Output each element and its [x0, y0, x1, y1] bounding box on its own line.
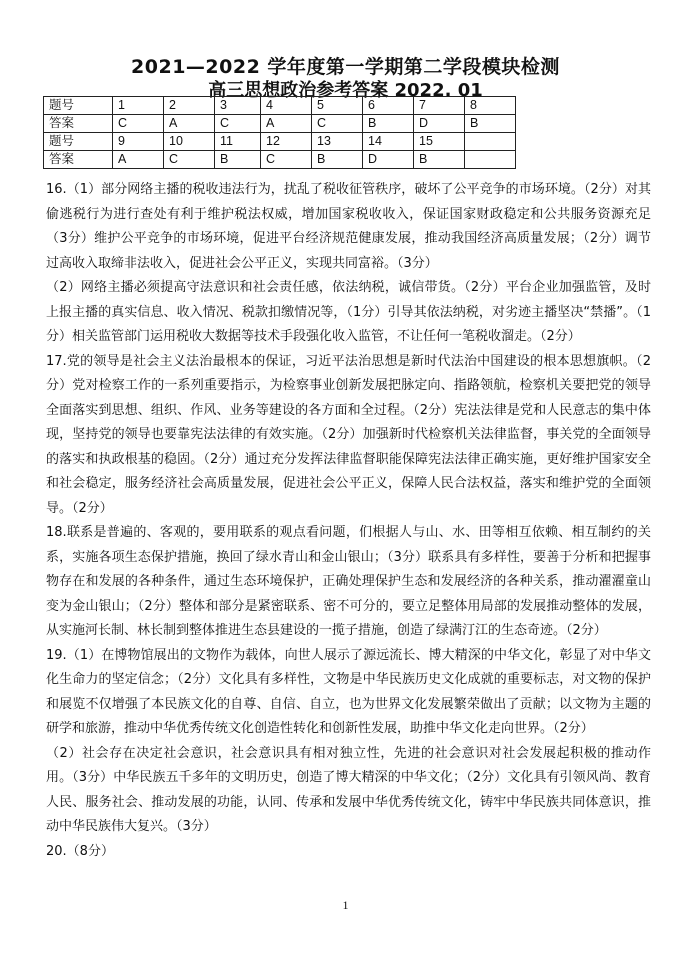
answer-table-cell: 5	[312, 97, 363, 115]
answer-table-cell: 11	[215, 133, 261, 151]
document-subtitle: 高三思想政治参考答案 2022. 01	[208, 80, 483, 101]
answer-table-cell: C	[164, 151, 215, 169]
answer-table-cell: D	[363, 151, 414, 169]
answer-table-cell	[465, 151, 516, 169]
answer-table-cell: B	[312, 151, 363, 169]
answer-table-row-label: 答案	[44, 115, 113, 133]
answer-table-cell: B	[215, 151, 261, 169]
answer-table-cell: 12	[261, 133, 312, 151]
paragraph-17: 17.党的领导是社会主义法治最根本的保证，习近平法治思想是新时代法治中国建设的根本思想旗帜。（2分）党对检察工作的一系列重要指示，为检察事业创新发展把脉定向、指路领航，检察机关要把党的领导全面落实到思想、组织、作风、业务等建设的各方面和全过程。（2分）宪法法律是党和人民意志的集中体现，坚持党的领导也要靠宪法法律的有效实施。（2分）加强新时代检察机关法律监督，事关党的全面领导的落实和执政根基的稳固。（2分）通过充分发挥法律监督职能保障宪法法律正确实施，更好维护国家安全和社会稳定，服务经济社会高质量发展，促进社会公平正义，保障人民合法权益，落实和维护党的全面领导。（2分）	[46, 353, 651, 516]
answer-table-cell: 6	[363, 97, 414, 115]
answer-table-cell: B	[414, 151, 465, 169]
answer-table-cell: A	[261, 115, 312, 133]
answer-table-cell	[465, 133, 516, 151]
answer-table-cell: C	[113, 115, 164, 133]
answer-table-row	[44, 133, 516, 151]
answer-table-row	[44, 97, 516, 115]
answer-table-cell: C	[261, 151, 312, 169]
paragraph-16-2: （2）网络主播必须提高守法意识和社会责任感，依法纳税，诚信带货。（2分）平台企业加强监管，及时上报主播的真实信息、收入情况、税款扣缴情况等，（1分）引导其依法纳税，对劣迹主播坚决“禁播”。（1分）相关监管部门运用税收大数据等技术手段强化收入监管，不让任何一笔税收溜走。（2分）	[46, 280, 651, 344]
answer-table-cell: D	[414, 115, 465, 133]
answer-table-cell: B	[363, 115, 414, 133]
answer-table-cell: 9	[113, 133, 164, 151]
paragraph-20: 20.（8分）	[46, 843, 114, 859]
answer-table-cell: A	[164, 115, 215, 133]
answer-table-cell: 4	[261, 97, 312, 115]
answer-table-cell: 1	[113, 97, 164, 115]
page-number: 1	[342, 898, 349, 912]
answer-table-row	[44, 115, 516, 133]
paragraph-19-1: 19.（1）在博物馆展出的文物作为载体，向世人展示了源远流长、博大精深的中华文化，彰显了对中华文化生命力的坚定信念；（2分）文化具有多样性，文物是中华民族历史文化成就的重要标志，对文物的保护和展览不仅增强了本民族文化的自尊、自信、自立，也为世界文化发展繁荣做出了贡献；以文物为主题的研学和旅游，推动中华优秀传统文化创造性转化和创新性发展，助推中华文化走向世界。（2分）	[46, 647, 651, 736]
document-title: 2021—2022 学年度第一学期第二学段模块检测	[131, 56, 560, 78]
answer-table-cell: C	[312, 115, 363, 133]
answer-table-cell: 2	[164, 97, 215, 115]
answer-table-cell: 10	[164, 133, 215, 151]
answer-table-cell: 13	[312, 133, 363, 151]
answer-table-cell: 15	[414, 133, 465, 151]
answer-table-cell: 8	[465, 97, 516, 115]
answer-table-cell: A	[113, 151, 164, 169]
answer-table-cell: 14	[363, 133, 414, 151]
answer-table	[43, 96, 516, 169]
answer-body	[46, 178, 651, 864]
answer-table-row-label: 答案	[44, 151, 113, 169]
paragraph-18: 18.联系是普遍的、客观的，要用联系的观点看问题，们根据人与山、水、田等相互依赖、相互制约的关系，实施各项生态保护措施，换回了绿水青山和金山银山；（3分）联系具有多样性，要善于分析和把握事物存在和发展的各种条件，通过生态环境保护，正确处理保护生态和发展经济的各种关系，推动濯濯童山变为金山银山；（2分）整体和部分是紧密联系、密不可分的，要立足整体用局部的发展推动整体的发展，从实施河长制、林长制到整体推进生态县建设的一揽子措施，创造了绿满汀江的生态奇迹。（2分）	[46, 525, 651, 638]
answer-table-cell: 7	[414, 97, 465, 115]
paragraph-19-2: （2）社会存在决定社会意识，社会意识具有相对独立性，先进的社会意识对社会发展起积极的推动作用。（3分）中华民族五千多年的文明历史，创造了博大精深的中华文化；（2分）文化具有引领风尚、教育人民、服务社会、推动发展的功能，认同、传承和发展中华优秀传统文化，铸牢中华民族共同体意识，推动中华民族伟大复兴。（3分）	[46, 745, 651, 834]
answer-table-cell: C	[215, 115, 261, 133]
answer-table-cell: 3	[215, 97, 261, 115]
paragraph-16-1: 16.（1）部分网络主播的税收违法行为，扰乱了税收征管秩序，破坏了公平竞争的市场环境。（2分）对其偷逃税行为进行查处有利于维护税法权威，增加国家税收收入，保证国家财政稳定和公共服务资源充足（3分）维护公平竞争的市场环境，促进平台经济规范健康发展，推动我国经济高质量发展；（2分）调节过高收入取缔非法收入，促进社会公平正义，实现共同富裕。（3分）	[46, 182, 651, 271]
answer-table-row	[44, 151, 516, 169]
answer-table-row-label: 题号	[44, 97, 113, 115]
answer-table-cell: B	[465, 115, 516, 133]
answer-table-row-label: 题号	[44, 133, 113, 151]
